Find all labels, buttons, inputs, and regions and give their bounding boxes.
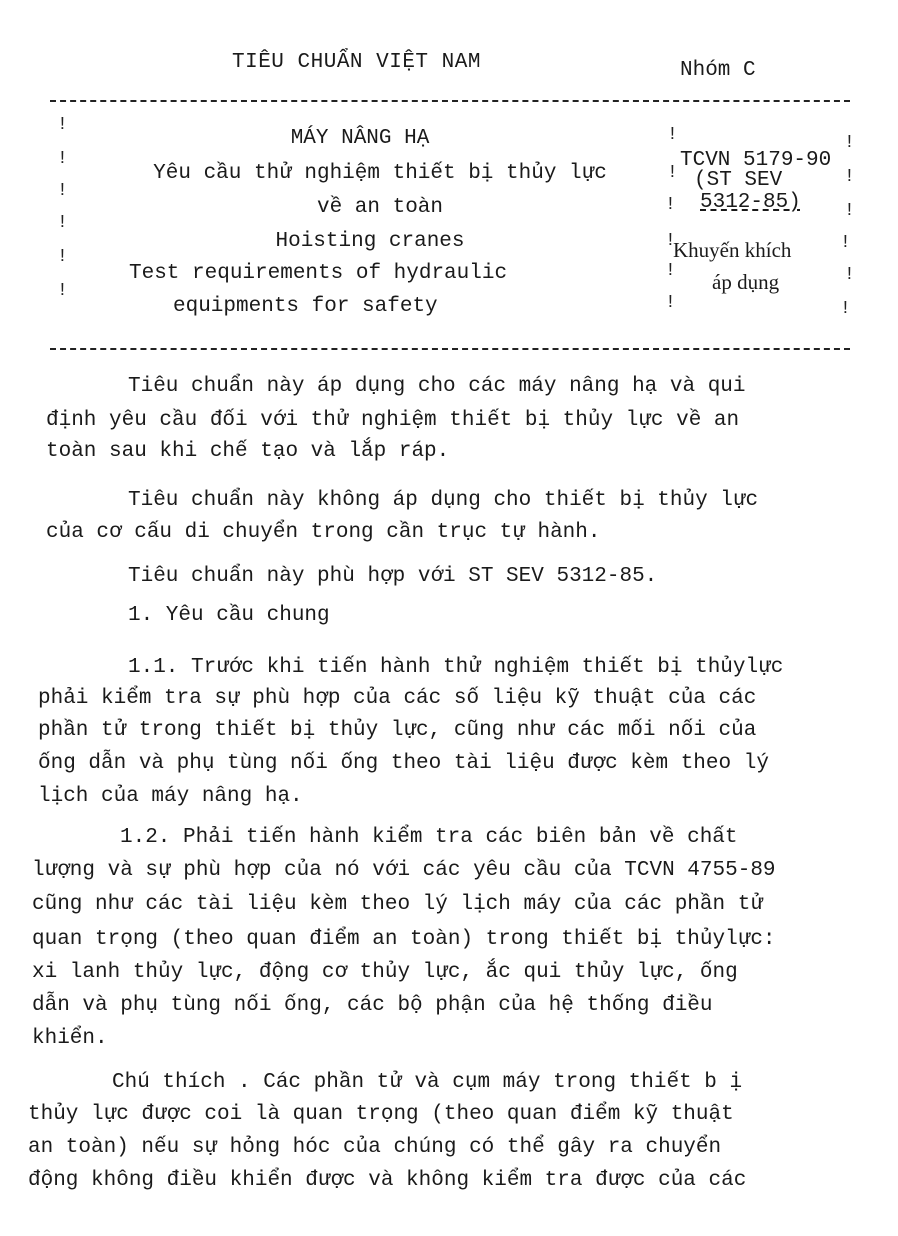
en-subtitle-line1: Test requirements of hydraulic: [129, 262, 508, 285]
standard-code-ref: (ST SEV: [694, 169, 783, 192]
middle-border-mark: !: [665, 231, 676, 251]
note-line: an toàn) nếu sự hỏng hóc của chúng có thể gây ra chuyển: [28, 1136, 722, 1159]
clause-1-2-line: dẫn và phụ tùng nối ống, các bộ phận của hệ thống điều: [32, 994, 713, 1017]
group-label: Nhóm C: [680, 59, 756, 82]
left-border-mark: !: [57, 181, 68, 201]
middle-border-mark: !: [665, 195, 676, 215]
clause-1-2-line: lượng và sự phù hợp của nó với các yêu cầu của TCVN 4755-89: [32, 859, 776, 882]
middle-border-mark: !: [667, 163, 678, 183]
bottom-divider: [50, 348, 850, 350]
clause-1-1-line: ống dẫn và phụ tùng nối ống theo tài liệu được kèm theo lý: [38, 752, 769, 775]
note-line: Chú thích . Các phần tử và cụm máy trong thiết b ị: [112, 1071, 743, 1094]
section-heading: 1. Yêu cầu chung: [128, 604, 330, 627]
clause-1-1-line: phải kiểm tra sự phù hợp của các số liệu kỹ thuật của các: [38, 687, 757, 710]
intro-paragraph-line: toàn sau khi chế tạo và lắp ráp.: [46, 440, 450, 463]
clause-1-1-line: 1.1. Trước khi tiến hành thử nghiệm thiết bị thủylực: [128, 656, 784, 679]
clause-1-1-line: lịch của máy nâng hạ.: [38, 785, 303, 808]
clause-1-2-line: 1.2. Phải tiến hành kiểm tra các biên bản về chất: [120, 826, 738, 849]
standard-name: TIÊU CHUẨN VIỆT NAM: [232, 51, 481, 74]
note-line: động không điều khiển được và không kiểm tra được của các: [28, 1169, 747, 1192]
vn-subtitle-line2: về an toàn: [316, 196, 444, 219]
right-border-mark: !: [844, 265, 855, 285]
right-border-mark: !: [844, 201, 855, 221]
en-subtitle-line2: equipments for safety: [173, 295, 438, 318]
middle-border-mark: !: [667, 125, 678, 145]
note-line: thủy lực được coi là quan trọng (theo quan điểm kỹ thuật: [28, 1103, 734, 1126]
application-status: Khuyến khích: [673, 238, 792, 262]
standard-code-ref-number: 5312-85): [700, 191, 801, 214]
intro-paragraph-line: định yêu cầu đối với thử nghiệm thiết bị thủy lực về an: [46, 409, 740, 432]
application-status-2: áp dụng: [712, 270, 780, 294]
left-border-mark: !: [57, 149, 68, 169]
right-border-mark: !: [844, 133, 855, 153]
vn-title: MÁY NÂNG HẠ: [290, 127, 430, 150]
right-border-mark: !: [840, 233, 851, 253]
vn-subtitle-line1: Yêu cầu thử nghiệm thiết bị thủy lực: [153, 162, 607, 185]
top-divider: [50, 100, 850, 102]
right-border-mark: !: [844, 167, 855, 187]
standard-code: TCVN 5179-90: [680, 149, 832, 172]
clause-1-2-line: cũng như các tài liệu kèm theo lý lịch máy của các phần tử: [32, 893, 763, 916]
left-border-mark: !: [57, 213, 68, 233]
right-border-mark: !: [840, 299, 851, 319]
en-title: Hoisting cranes: [275, 230, 465, 253]
clause-1-2-line: khiển.: [32, 1027, 108, 1050]
left-border-mark: !: [57, 115, 68, 135]
left-border-mark: !: [57, 281, 68, 301]
conformity-statement: Tiêu chuẩn này phù hợp với ST SEV 5312-85.: [128, 565, 658, 588]
middle-border-mark: !: [665, 293, 676, 313]
scope-paragraph-line: Tiêu chuẩn này không áp dụng cho thiết bị thủy lực: [128, 489, 759, 512]
clause-1-2-line: xi lanh thủy lực, động cơ thủy lực, ắc qui thủy lực, ống: [32, 961, 738, 984]
left-border-mark: !: [57, 247, 68, 267]
middle-border-mark: !: [665, 261, 676, 281]
scope-paragraph-line: của cơ cấu di chuyển trong cần trục tự hành.: [46, 521, 601, 544]
intro-paragraph-line: Tiêu chuẩn này áp dụng cho các máy nâng hạ và qui: [128, 375, 746, 398]
clause-1-1-line: phần tử trong thiết bị thủy lực, cũng như các mối nối của: [38, 719, 757, 742]
clause-1-2-line: quan trọng (theo quan điểm an toàn) trong thiết bị thủylực:: [32, 928, 776, 951]
